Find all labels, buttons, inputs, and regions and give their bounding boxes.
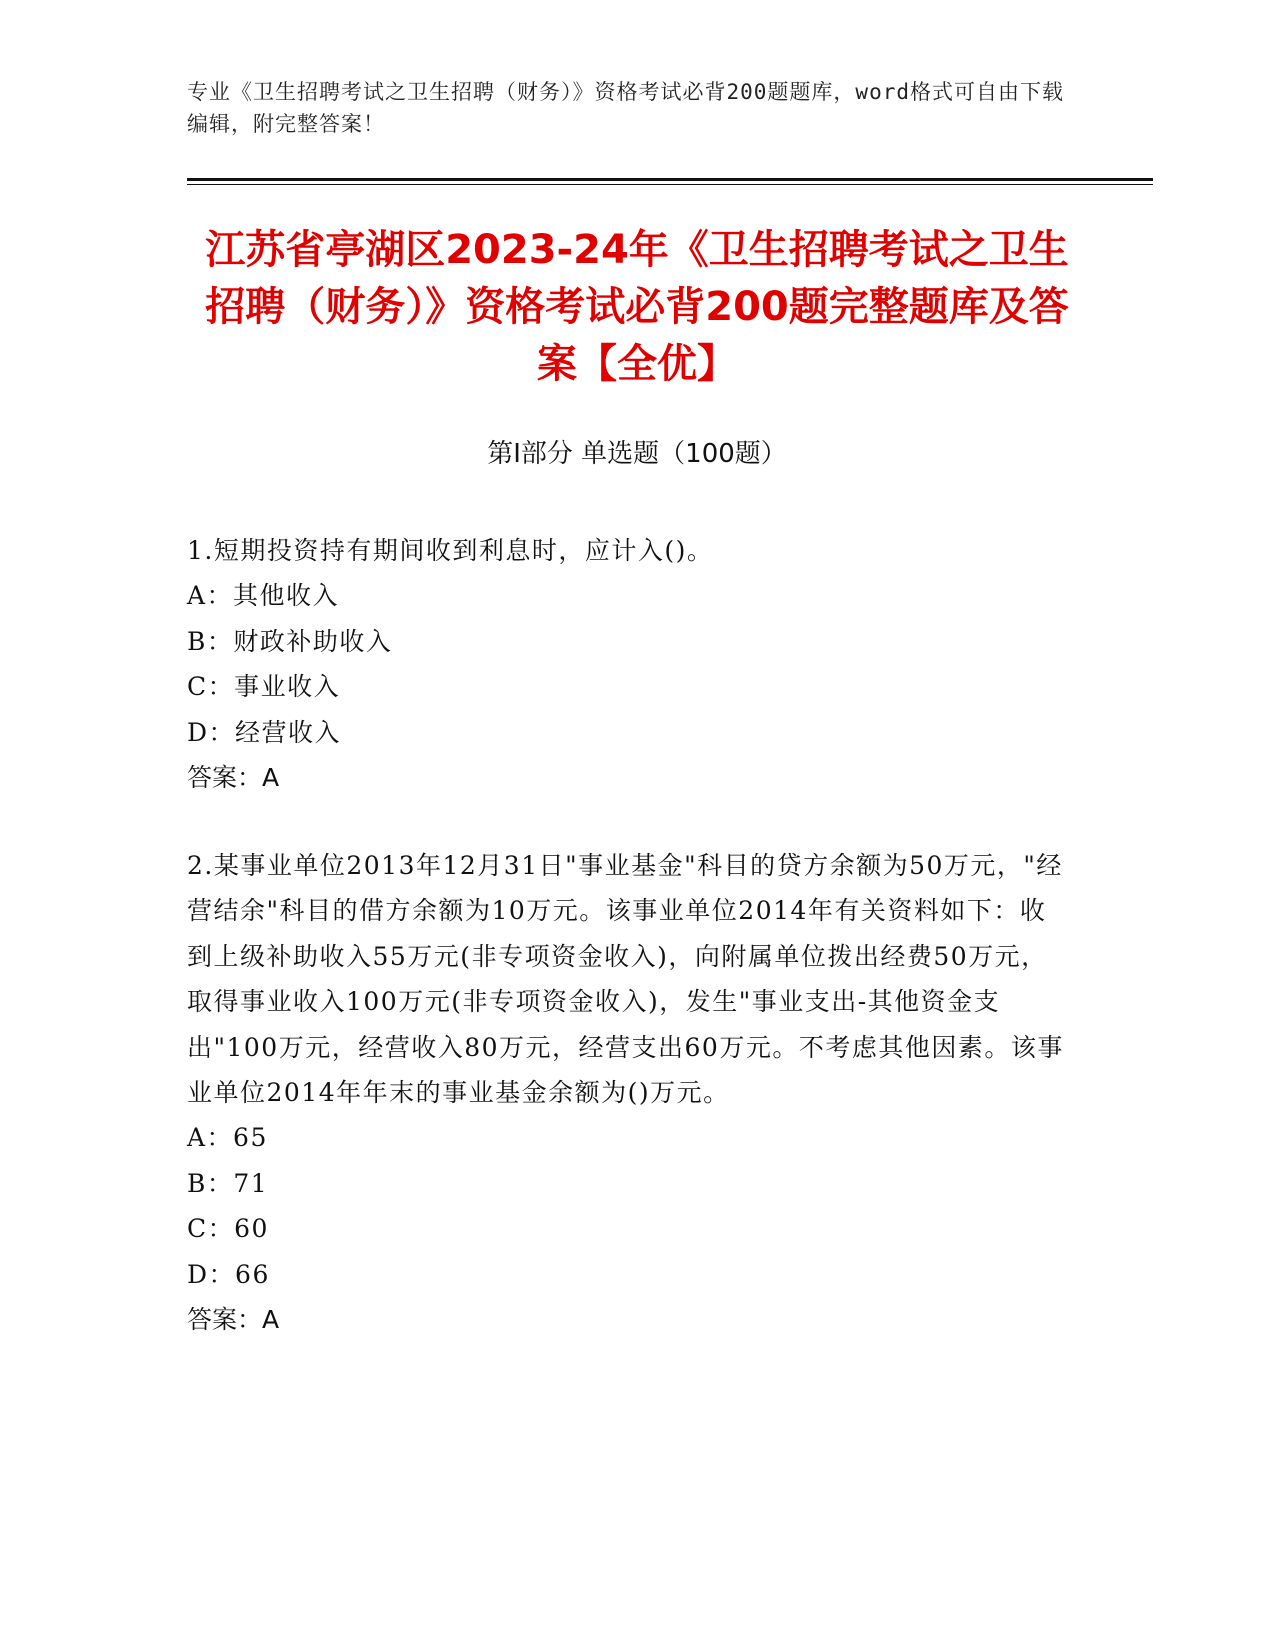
answer: 答案：A — [187, 1305, 280, 1335]
document-title: 江苏省亭湖区2023-24年《卫生招聘考试之卫生招聘（财务）》资格考试必背200题完整题库及答案【全优】 — [205, 227, 1069, 387]
option-b: B：财政补助收入 — [187, 626, 393, 656]
section-title: 第I部分 单选题（100题） — [487, 439, 787, 469]
option-d: D：经营收入 — [187, 717, 342, 747]
option-d: D：66 — [187, 1259, 270, 1289]
option-c: C：60 — [187, 1214, 269, 1244]
option-c: C：事业收入 — [187, 672, 341, 702]
answer: 答案：A — [187, 763, 280, 793]
option-b: B：71 — [187, 1168, 269, 1198]
question-1 — [187, 528, 1067, 800]
option-a: A：65 — [187, 1123, 268, 1153]
header-divider-thin — [187, 184, 1153, 185]
header-note: 专业《卫生招聘考试之卫生招聘（财务）》资格考试必背200题题库，word格式可自由下载编辑，附完整答案！ — [187, 80, 1064, 136]
question-2 — [187, 843, 1067, 1342]
option-a: A：其他收入 — [187, 581, 340, 611]
question-stem: 2.某事业单位2013年12月31日"事业基金"科目的贷方余额为50万元，"经营结余"科目的借方余额为10万元。该事业单位2014年有关资料如下：收到上级补助收入55万元(非专项资金收入)，向附属单位拨出经费50万元，取得事业收入100万元(非专项资金收入)，发生"事业支出-其他资金支出"100万元，经营收入80万元，经营支出60万元。不考虑其他因素。该事业单位2014年年末的事业基金余额为()万元。 — [187, 851, 1064, 1108]
question-stem: 1.短期投资持有期间收到利息时，应计入()。 — [187, 536, 714, 565]
header-divider — [187, 178, 1153, 181]
